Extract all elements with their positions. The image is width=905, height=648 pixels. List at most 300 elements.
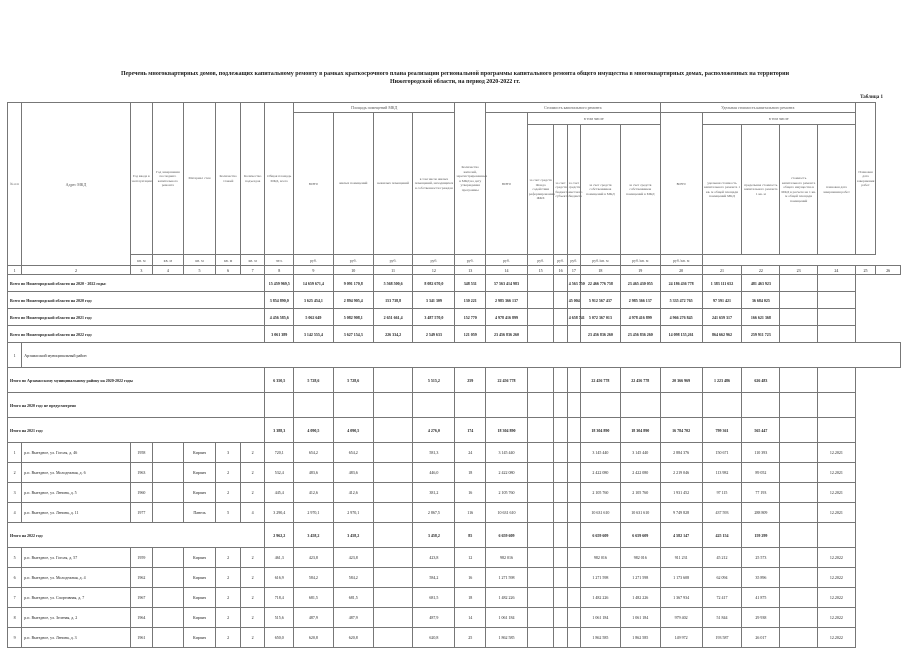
table-cell: 483,6 [333,463,373,483]
table-cell: 584,2 [333,568,373,588]
table-cell [527,275,554,292]
table-cell: 3 145 440 [580,443,620,463]
table-cell: 5 515,2 [413,368,455,393]
table-cell [527,483,554,503]
table-cell [580,393,620,418]
table-cell [294,393,334,418]
address-cell: р.п. Выездное, ул. Гоголя, д. 46 [22,443,130,463]
column-number-cell: 18 [580,266,620,275]
table-cell [527,326,554,343]
table-cell: 25 [455,628,486,648]
column-number-cell: 14 [486,266,528,275]
column-number-cell: 22 [742,266,780,275]
column-number-cell: 16 [554,266,567,275]
column-number-cell: 23 [780,266,818,275]
table-cell: 982 016 [580,548,620,568]
table-cell [818,393,856,418]
table-cell [780,393,818,418]
unit-cell: кв. м [153,255,184,266]
table-cell: 241 659 317 [702,309,742,326]
table-cell: 2 651 661,4 [373,309,413,326]
table-cell: 12.2022 [818,628,856,648]
table-cell: 12.2022 [818,548,856,568]
table-cell [527,393,554,418]
header-limit-c2: предельная стоимость капитального ремонта 1 кв. м [742,125,780,255]
table-cell [780,275,818,292]
table-cell: 166 621 368 [742,309,780,326]
table-cell: 85 [455,523,486,548]
table-cell: 4 090,5 [333,418,373,443]
table-cell [567,608,580,628]
table-cell: 1977 [130,503,152,523]
table-cell: 1 173 608 [660,568,702,588]
table-cell [818,418,856,443]
table-cell: 5 335 472 765 [660,292,702,309]
table-cell: 24 186 436 778 [660,275,702,292]
unit-cell: руб./кв. м [580,255,620,266]
table-cell: 3 061 389 [265,326,294,343]
table-cell [153,483,184,503]
header-limit-c1: удельная стоимость капитального ремонта 1 кв. м общей площади помещений МКД [702,125,742,255]
table-cell: 57 563 414 983 [486,275,528,292]
header-cost-c1: за счет средств Фонда содействия реформированию ЖКХ [527,125,554,255]
table-cell [527,628,554,648]
table-cell: 288 809 [742,503,780,523]
table-cell [780,463,818,483]
group-row [8,368,901,393]
unit-cell: руб./кв. м [660,255,702,266]
table-cell: 911 231 [660,548,702,568]
table-cell: 9 091 170,8 [333,275,373,292]
table-cell: 8 082 670,0 [413,275,455,292]
header-residents: Количество жителей, зарегистрированных в МКД на дату утверждения программы [455,103,486,255]
table-cell: 412,6 [333,483,373,503]
row-number: 9 [8,628,22,648]
table-cell [153,463,184,483]
address-cell: р.п. Выездное, ул. Спортивная, д. 7 [22,588,130,608]
table-cell: 23 456 836 260 [580,326,620,343]
address-cell: р.п. Выездное, ул. Молодежная, д. 4 [22,568,130,588]
table-cell: 3 854 890,0 [265,292,294,309]
table-cell: 487,9 [413,608,455,628]
table-row [8,588,901,608]
unit-cell: кв. м [216,255,241,266]
table-cell [567,326,580,343]
header-total-area: Общая площадь МКД, всего [265,103,294,255]
table-cell: 3 [216,443,241,463]
table-cell: 4 658 741 [567,309,580,326]
table-cell: 487,9 [333,608,373,628]
table-cell: 1 482 226 [486,588,528,608]
table-cell [780,418,818,443]
column-number-cell: 11 [373,266,413,275]
table-cell [554,483,567,503]
header-area-owned: в том числе жилых помещений, находящихся в собственности граждан [413,113,455,255]
header-limit-c4: плановая дата завершения работ [818,125,856,255]
total-row [8,292,901,309]
table-cell: 12.2022 [818,568,856,588]
table-cell: 5 072 367 013 [580,309,620,326]
table-cell [554,309,567,326]
table-cell [554,292,567,309]
table-cell: 5 912 567 437 [580,292,620,309]
table-cell: 423,8 [333,548,373,568]
row-number: 7 [8,588,22,608]
table-cell: 2 105 760 [620,483,660,503]
table-cell: 445,4 [265,483,294,503]
table-cell: 3 458,2 [333,523,373,548]
table-cell: 259 [455,368,486,393]
table-cell [567,548,580,568]
table-cell: 5 062 649 [294,309,334,326]
table-cell: 3 145 440 [486,443,528,463]
table-cell [153,503,184,523]
table-cell [818,275,856,292]
table-cell [567,523,580,548]
table-cell: 12 [455,548,486,568]
table-cell: 3 290,4 [265,503,294,523]
table-cell [527,568,554,588]
table-cell: 2 219 046 [660,463,702,483]
header-address: Адрес МКД [22,103,130,266]
table-cell: 626 483 [742,368,780,393]
table-cell [153,568,184,588]
table-cell [818,309,856,326]
table-cell [373,483,413,503]
address-cell: р.п. Выездное, ул. Молодежная, д. 6 [22,463,130,483]
table-cell: 22 466 776 758 [580,275,620,292]
row-number: 8 [8,608,22,628]
table-cell: 2 [240,443,265,463]
table-cell [780,588,818,608]
table-cell: 565 447 [742,418,780,443]
column-number-cell: 20 [660,266,702,275]
table-cell: Кирпич [183,568,216,588]
table-cell: 20 366 969 [660,368,702,393]
table-cell: 720,1 [265,443,294,463]
table-cell [373,463,413,483]
table-cell [153,443,184,463]
column-number-cell: 15 [527,266,554,275]
table-cell: 36 684 025 [742,292,780,309]
table-cell: 1 383 111 652 [702,275,742,292]
row-number: 5 [8,548,22,568]
table-cell: 2 [216,463,241,483]
table-cell [527,309,554,326]
table-cell [527,548,554,568]
table-cell: 681,5 [333,588,373,608]
table-cell: 10 631 610 [580,503,620,523]
table-cell: 437 593 [702,503,742,523]
table-cell: 3 458,2 [294,523,334,548]
table-cell: 2 [216,568,241,588]
table-cell: Панель [183,503,216,523]
table-cell [567,483,580,503]
table-cell: 681,5 [294,588,334,608]
unit-cell: кв. м [183,255,216,266]
table-cell [373,418,413,443]
column-number-cell: 25 [855,266,875,275]
table-cell: 2 [216,628,241,648]
table-cell [780,608,818,628]
column-number-cell: 7 [240,266,265,275]
table-cell: 3 145 440 [620,443,660,463]
table-cell: 6 350,5 [265,368,294,393]
column-number-cell: 9 [294,266,334,275]
table-cell: 2 422 080 [486,463,528,483]
table-cell: 620,8 [333,628,373,648]
table-cell [567,463,580,483]
table-cell [153,608,184,628]
section-title: Арзамасский муниципальный район [22,343,901,368]
table-cell: 72 417 [702,588,742,608]
row-label: Итого на 2021 год: [8,418,265,443]
table-cell: 89 052 [742,463,780,483]
header-cost-c2: за счет средств бюджета субъекта [554,125,567,255]
table-cell [567,568,580,588]
table-cell: 1967 [130,588,152,608]
header-cost-sub: в том числе [527,113,660,125]
table-cell [554,368,567,393]
table-cell: 152 770 [455,309,486,326]
table-cell: 150 671 [702,443,742,463]
table-cell [373,523,413,548]
row-label: Итого на 2020 год: не предусмотрено [8,393,265,418]
table-cell: 2 [216,588,241,608]
table-cell: 18 [455,463,486,483]
header-limit-total: всего [660,113,702,255]
table-cell: 45 212 [702,548,742,568]
table-cell [554,548,567,568]
table-cell: 113 982 [702,463,742,483]
table-cell: 26 017 [742,628,780,648]
column-number-cell: 13 [455,266,486,275]
table-cell: Кирпич [183,463,216,483]
table-cell: 29 938 [742,608,780,628]
table-cell: 2 [216,608,241,628]
table-cell [554,503,567,523]
table-cell [373,443,413,463]
unit-cell: руб. [373,255,413,266]
table-cell: 16 784 702 [660,418,702,443]
table-cell: 2 [240,568,265,588]
table-cell: 1 931 452 [660,483,702,503]
table-cell: 532,4 [265,463,294,483]
table-cell: 620,8 [294,628,334,648]
table-cell: 2 970,1 [294,503,334,523]
table-cell: 1 862 585 [580,628,620,648]
table-cell: 2 970,1 [333,503,373,523]
address-cell: р.п. Выездное, ул. Гоголя, д. 57 [22,548,130,568]
total-row [8,309,901,326]
column-number-cell: 4 [153,266,184,275]
table-cell: 3 458,2 [413,523,455,548]
table-cell: 226 334,2 [373,326,413,343]
table-cell [333,393,373,418]
table-cell: 45 004 [567,292,580,309]
table-cell [373,608,413,628]
table-cell: 23 456 836 260 [620,326,660,343]
table-cell [567,588,580,608]
table-cell: 1963 [130,463,152,483]
table-cell: 1 061 184 [580,608,620,628]
document-title [60,70,850,86]
table-cell [373,628,413,648]
total-row [8,275,901,292]
table-cell: 18 304 890 [486,418,528,443]
table-cell: 14 [455,608,486,628]
table-cell: 412,6 [294,483,334,503]
table-cell: Кирпич [183,483,216,503]
table-cell: 654,2 [333,443,373,463]
table-cell [554,326,567,343]
column-number-cell: 8 [265,266,294,275]
table-cell: 9 749 828 [660,503,702,523]
table-cell: 1959 [130,548,152,568]
table-cell [527,463,554,483]
table-cell [780,309,818,326]
table-cell: 650,0 [265,628,294,648]
table-cell: 461,3 [265,548,294,568]
table-cell: 581,3 [413,443,455,463]
header-deadline: Плановая дата завершения работ [855,103,875,255]
table-cell: 23 456 836 260 [486,326,528,343]
unit-cell: руб. [486,255,528,266]
table-cell [554,275,567,292]
table-cell: 1 862 585 [486,628,528,648]
title-line-1: Перечень многоквартирных домов, подлежащих капитальному ремонту в рамках краткосрочного плана реализации региональной программы капитального ремонта общего имущества в многоквартирных домах, расположенных на территории [120,71,790,77]
header-limit-group: Удельная стоимость капитального ремонта [660,103,855,113]
table-cell: 51 844 [702,608,742,628]
table-cell: 12.2021 [818,503,856,523]
table-cell: 1 482 226 [620,588,660,608]
unit-cell: руб. [567,255,580,266]
header-area-nonliving: нежилых помещений [373,113,413,255]
table-cell [554,393,567,418]
table-cell: Кирпич [183,628,216,648]
table-cell: 4 276,0 [413,418,455,443]
table-cell: 425 154 [702,523,742,548]
table-cell [818,368,856,393]
table-cell [818,326,856,343]
header-last-repair: Год завершения последнего капитального ремонта [153,103,184,255]
table-cell: 12.2021 [818,483,856,503]
table-cell: 1 482 226 [580,588,620,608]
table-cell: 2 894 905,4 [333,292,373,309]
table-cell: 4 456 585,6 [265,309,294,326]
table-cell: 982 016 [620,548,660,568]
row-label: Всего по Нижегородской области на 2020 год: [8,292,265,309]
table-cell [527,503,554,523]
column-number-cell: 10 [333,266,373,275]
header-cost-c5: за счет средств собственников помещений в МКД [620,125,660,255]
table-cell: 3 627 154,3 [333,326,373,343]
table-cell: 584,2 [294,568,334,588]
table-cell: 2 422 080 [580,463,620,483]
table-cell: 982 016 [486,548,528,568]
table-cell [527,443,554,463]
table-cell [780,503,818,523]
unit-cell: чел. [265,255,294,266]
table-cell: 2 [240,588,265,608]
table-cell: 116 [455,503,486,523]
unit-cell: руб. [455,255,486,266]
column-number-cell: 3 [130,266,152,275]
table-cell: 16 [455,483,486,503]
table-cell [373,588,413,608]
table-cell: 616,9 [265,568,294,588]
table-cell: 1960 [130,483,152,503]
table-cell: 2 985 366 137 [620,292,660,309]
table-cell: 5 728,6 [333,368,373,393]
column-number-cell: 1 [8,266,22,275]
table-cell: 2 867,5 [413,503,455,523]
table-cell: 483,6 [294,463,334,483]
table-cell: 423,8 [294,548,334,568]
table-cell: 23 465 430 055 [620,275,660,292]
table-cell: Кирпич [183,588,216,608]
table-cell: 62 094 [702,568,742,588]
table-cell: 15 459 969,5 [265,275,294,292]
table-row [8,483,901,503]
table-cell: 1 862 585 [620,628,660,648]
address-cell: р.п. Выездное, ул. Ленина, д. 5 [22,483,130,503]
row-number: 2 [8,463,22,483]
table-cell: 2 105 760 [486,483,528,503]
table-cell: 2 [240,608,265,628]
header-area-living: жилых помещений [333,113,373,255]
table-cell: 25 573 [742,548,780,568]
table-cell: 3 142 555,4 [294,326,334,343]
units-row [8,255,901,266]
table-cell: 381,2 [413,483,455,503]
table-cell [780,523,818,548]
header-limit-sub: в том числе [702,113,855,125]
table-row [8,443,901,463]
table-cell: 3 341 309 [413,292,455,309]
table-cell [567,393,580,418]
table-cell: 718,4 [265,588,294,608]
table-cell: 97 115 [702,483,742,503]
row-label: Всего по Нижегородской области на 2020 - 2022 годы: [8,275,265,292]
table-cell: 1 271 598 [580,568,620,588]
row-label: Итого на 2022 год: [8,523,265,548]
column-number-cell: 5 [183,266,216,275]
table-cell: 12.2021 [818,443,856,463]
table-cell: 193 587 [702,628,742,648]
column-number-cell: 26 [876,266,901,275]
table-cell [455,393,486,418]
table-cell [486,393,528,418]
table-cell: 12.2022 [818,608,856,628]
section-row [8,343,901,368]
table-row [8,568,901,588]
table-cell [620,393,660,418]
table-cell [527,292,554,309]
table-body [8,275,901,648]
table-cell: 12.2021 [818,463,856,483]
table-cell [153,588,184,608]
unit-cell: руб. [527,255,554,266]
table-cell [527,418,554,443]
table-cell: 18 304 890 [620,418,660,443]
table-cell [554,588,567,608]
table-cell: 4 966 276 845 [660,309,702,326]
address-cell: р.п. Выездное, ул. Зеленая, д. 2 [22,608,130,628]
column-number-row [8,266,901,275]
table-cell: 2 [240,628,265,648]
table-cell: 3 625 454,1 [294,292,334,309]
